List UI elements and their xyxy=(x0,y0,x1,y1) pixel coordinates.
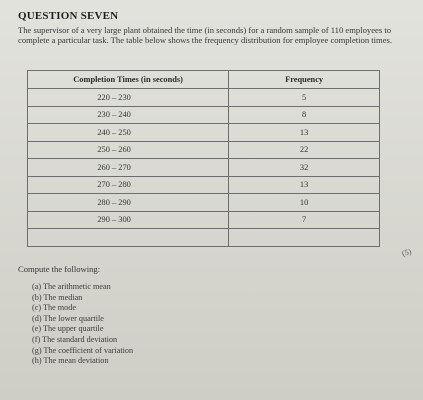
list-item: (d) The lower quartile xyxy=(32,313,104,323)
table-row xyxy=(28,159,380,177)
table-row xyxy=(28,124,380,142)
time-cell: 220 – 230 xyxy=(28,89,229,107)
table-row xyxy=(28,89,380,107)
frequency-cell: 10 xyxy=(229,194,380,212)
time-cell: 230 – 240 xyxy=(28,106,229,124)
frequency-cell: 8 xyxy=(229,106,380,124)
table-row xyxy=(28,176,380,194)
list-item: (h) The mean deviation xyxy=(32,356,109,366)
list-item: (c) The mode xyxy=(32,303,76,313)
task-list xyxy=(32,282,133,367)
table-row xyxy=(28,211,380,229)
time-cell: 240 – 250 xyxy=(28,124,229,142)
list-item: (e) The upper quartile xyxy=(32,324,104,334)
list-item: (g) The coefficient of variation xyxy=(32,345,134,355)
frequency-cell: 7 xyxy=(229,211,380,229)
list-item: (f) The standard deviation xyxy=(32,334,118,344)
table-row xyxy=(28,194,380,212)
table-row xyxy=(28,106,380,124)
time-cell-empty xyxy=(28,229,229,247)
frequency-cell: 32 xyxy=(229,159,380,177)
frequency-cell: 13 xyxy=(229,124,380,142)
table-header-row xyxy=(28,71,380,89)
list-item: (b) The median xyxy=(32,292,83,302)
frequency-cell: 22 xyxy=(229,141,380,159)
time-cell: 260 – 270 xyxy=(28,159,229,177)
time-cell: 250 – 260 xyxy=(28,141,229,159)
table-row xyxy=(28,141,380,159)
time-cell: 280 – 290 xyxy=(28,194,229,212)
time-cell: 270 – 280 xyxy=(28,176,229,194)
question-title: QUESTION SEVEN xyxy=(18,10,119,22)
list-item: (a) The arithmetic mean xyxy=(32,282,111,291)
frequency-cell: 13 xyxy=(229,176,380,194)
table-row-empty xyxy=(28,229,380,247)
question-intro: The supervisor of a very large plant obtained the time (in seconds) for a random sample of 110 employees to complete a particular task. The table below shows the frequency distribution for employee completion times. xyxy=(18,25,393,45)
frequency-cell: 5 xyxy=(229,89,380,107)
frequency-table xyxy=(27,70,380,247)
compute-heading: Compute the following: xyxy=(18,264,101,274)
header-completion-times: Completion Times (in seconds) xyxy=(28,71,229,89)
time-cell: 290 – 300 xyxy=(28,211,229,229)
frequency-cell-empty xyxy=(229,229,380,247)
handwritten-mark: (5) xyxy=(400,246,413,259)
header-frequency: Frequency xyxy=(229,71,380,89)
